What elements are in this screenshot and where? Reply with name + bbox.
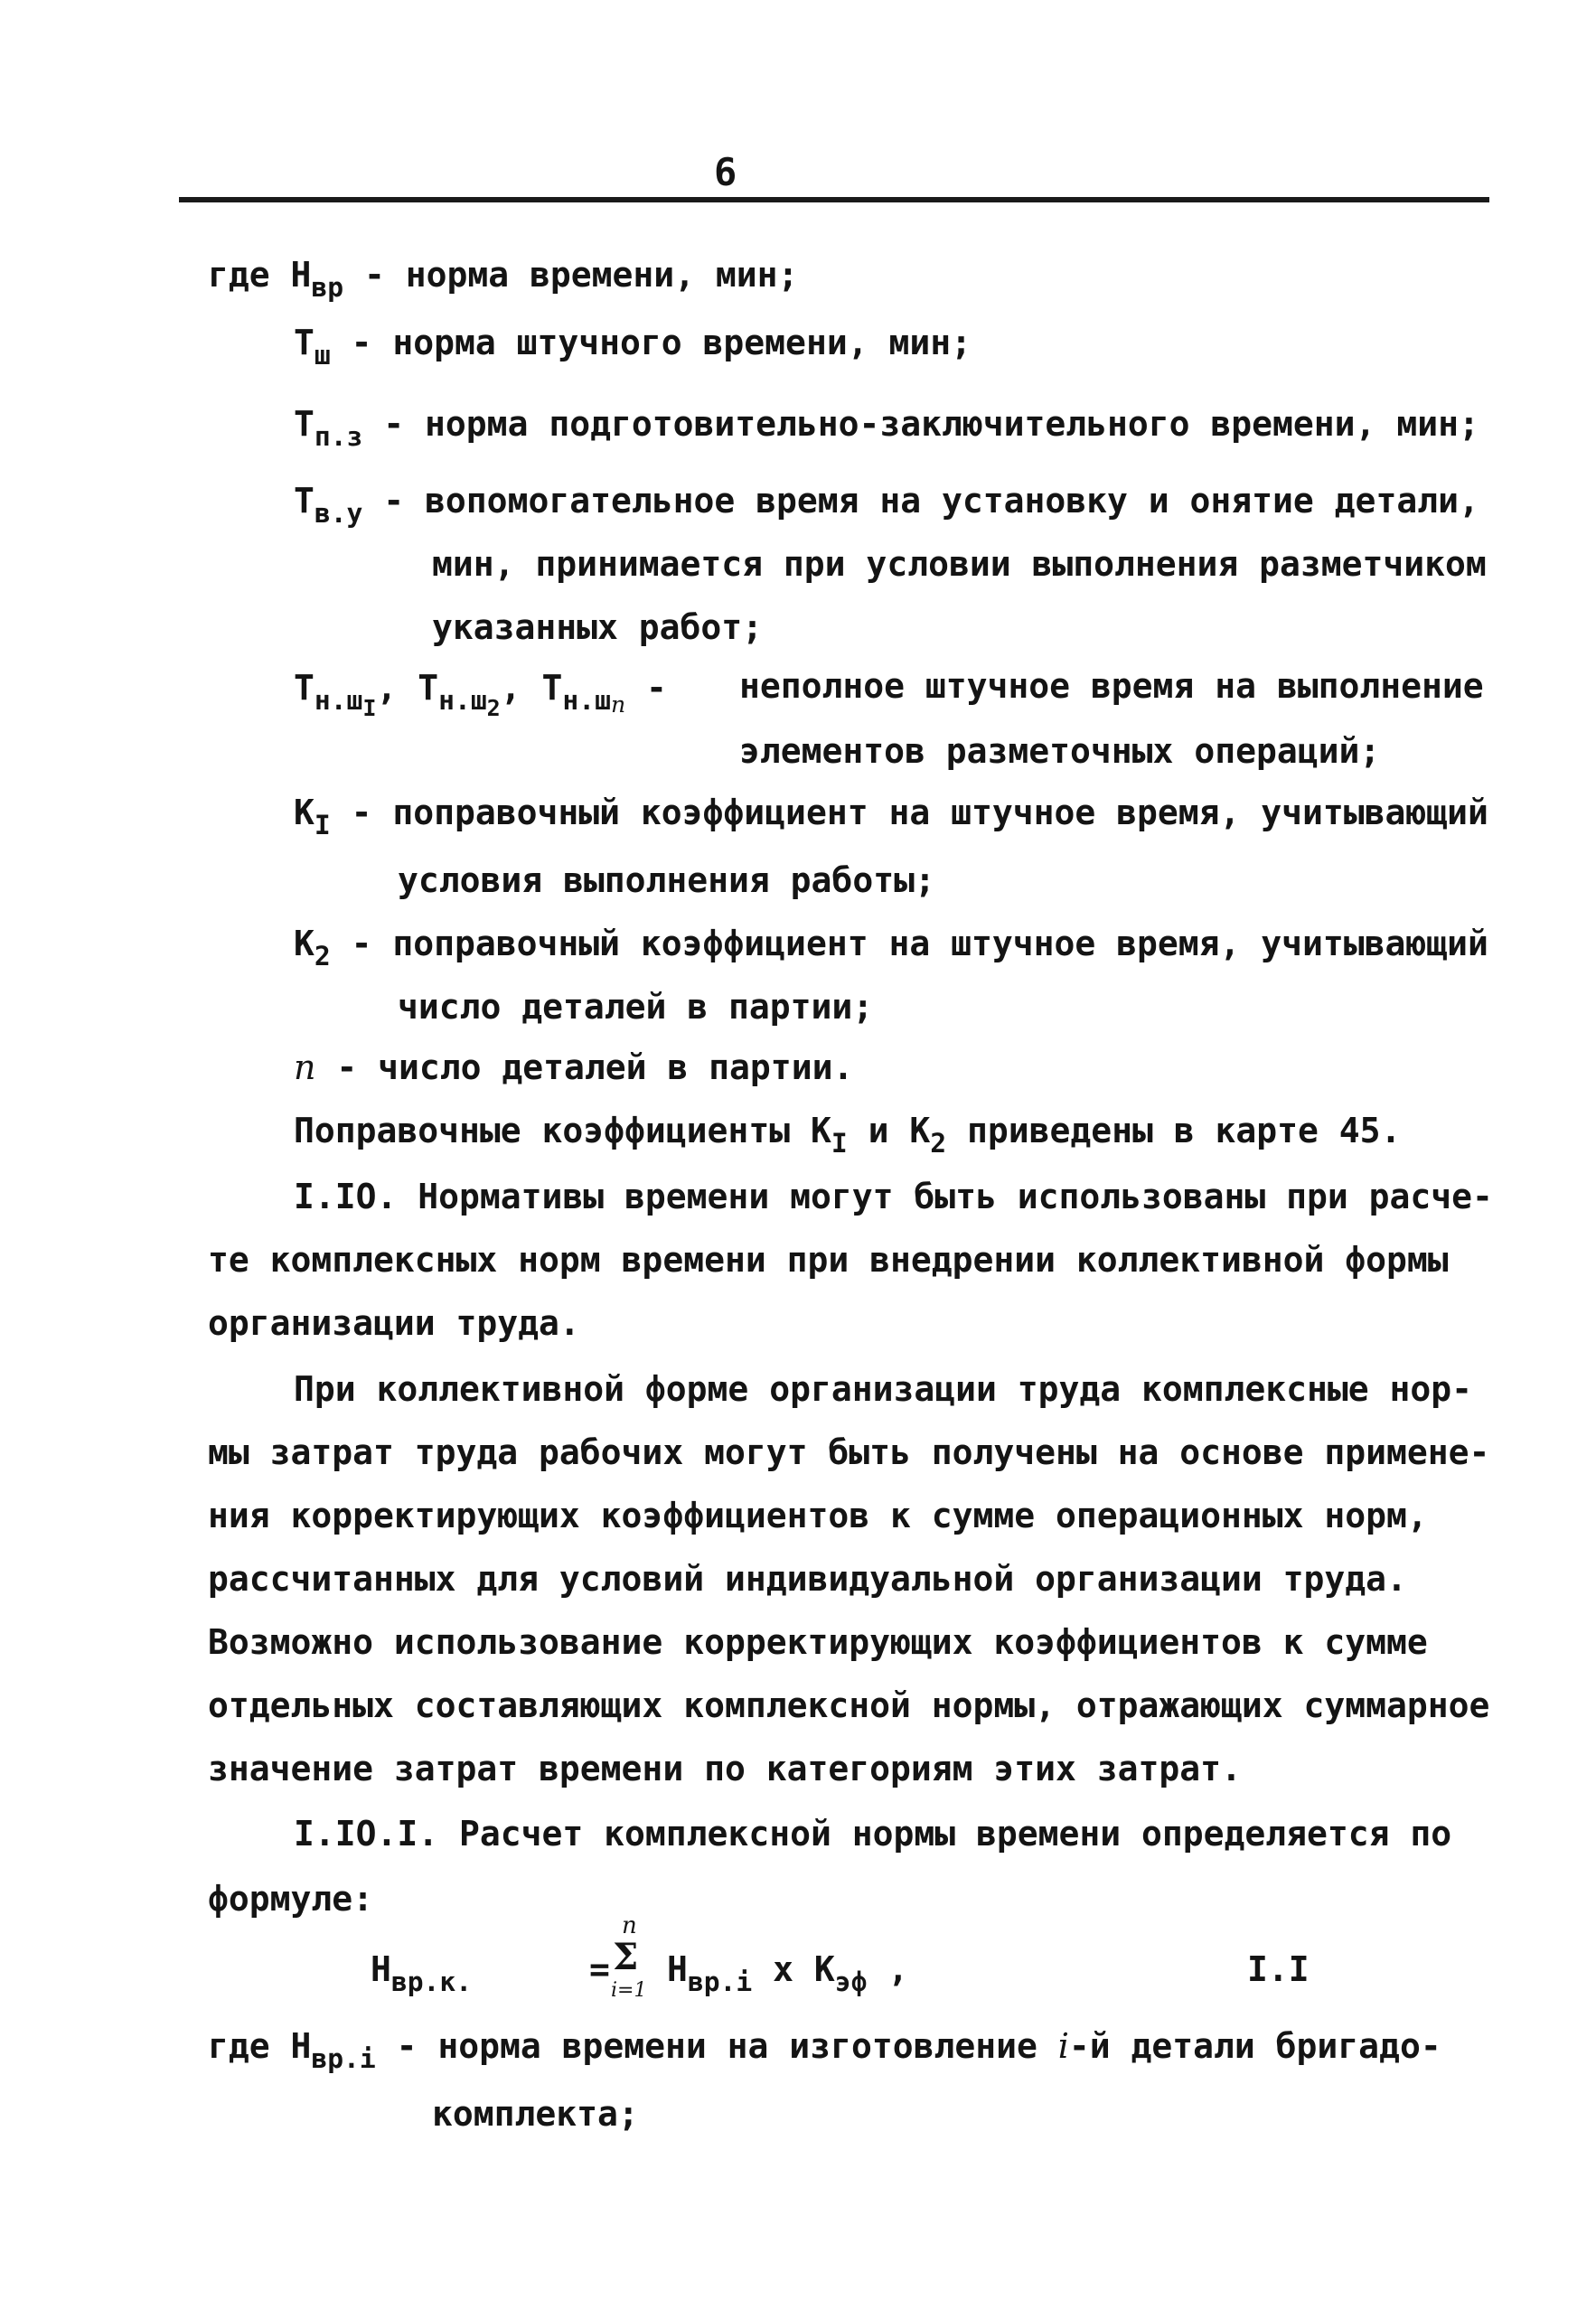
paragraph-line-3: ния корректирующих коэффициентов к сумме операционных норм, — [208, 1496, 1428, 1535]
def-t-vu: $Т_{в.у}$ - вопомогательное время на установку и онятие детали, — [294, 481, 1479, 530]
formula-sum-upper: n — [622, 1912, 637, 1939]
paragraph-line-7: значение затрат времени по категориям этих затрат. — [208, 1749, 1242, 1788]
def-n-vr: где $Н_{вр}$ - норма времени, мин; — [208, 255, 799, 304]
def-t-pz: $Т_{п.з}$ - норма подготовительно-заключительного времени, мин; — [294, 404, 1479, 453]
paragraph-line-6: отдельных составляющих комплексной нормы, отражающих суммарное — [208, 1685, 1490, 1725]
def-n: n - число деталей в партии. — [294, 1047, 854, 1087]
formula-equals: = — [589, 1949, 610, 1989]
section-1-10-1-line-1: I.IO.I. Расчет комплексной нормы времени определяется по — [294, 1814, 1452, 1854]
paragraph-line-4: рассчитанных для условий индивидуальной организации труда. — [208, 1559, 1407, 1599]
formula-rhs: $Н_{вр.i}$ х $К_{эф}$ , — [667, 1949, 909, 1998]
def-k2-cont: число деталей в партии; — [398, 987, 874, 1027]
section-1-10-line-2: те комплексных норм времени при внедрении коллективной формы — [208, 1240, 1449, 1280]
header-rule — [179, 197, 1489, 202]
section-1-10-1-line-2: формуле: — [208, 1879, 374, 1919]
def-t-vu-cont-2: указанных работ; — [432, 607, 764, 647]
paragraph-line-5: Возможно использование корректирующих коэффициентов к сумме — [208, 1622, 1428, 1662]
def-t-nsh: $Т_{н.шI}$, $Т_{н.ш2}$, $Т_{н.шn}$ - — [294, 668, 667, 721]
def-t-nsh-text: неполное штучное время на выполнение — [739, 666, 1484, 706]
section-1-10-line-3: организации труда. — [208, 1303, 580, 1343]
formula-sum-sign: Σ — [613, 1936, 639, 1978]
def-k1: $К_I$ - поправочный коэффициент на штучное время, учитывающий — [294, 793, 1488, 841]
def-k1-cont: условия выполнения работы; — [398, 860, 935, 900]
formula-lhs: $Н_{вр.к.}$ — [371, 1949, 473, 1998]
def-t-nsh-cont: элементов разметочных операций; — [739, 731, 1381, 771]
section-1-10-line-1: I.IO. Нормативы времени могут быть использованы при расче- — [294, 1177, 1493, 1216]
def-t-vu-cont-1: мин, принимается при условии выполнения разметчиком — [432, 544, 1487, 584]
paragraph-line-1: При коллективной форме организации труда комплексные нор- — [294, 1369, 1473, 1409]
def-k2: $К_2$ - поправочный коэффициент на штучное время, учитывающий — [294, 924, 1488, 972]
formula-def-line-2: комплекта; — [432, 2094, 639, 2134]
formula-sum-lower: i=1 — [611, 1979, 647, 2002]
page-number: 6 — [714, 150, 737, 194]
def-t-sh: $Т_ш$ - норма штучного времени, мин; — [294, 323, 972, 371]
formula-number: I.I — [1247, 1949, 1310, 1989]
correction-note: Поправочные коэффициенты $К_I$ и $К_2$ приведены в карте 45. — [294, 1111, 1402, 1159]
paragraph-line-2: мы затрат труда рабочих могут быть получены на основе примене- — [208, 1432, 1490, 1472]
formula-def-line-1: где $Н_{вр.i}$ - норма времени на изготовление i-й детали бригадо- — [208, 2026, 1441, 2075]
